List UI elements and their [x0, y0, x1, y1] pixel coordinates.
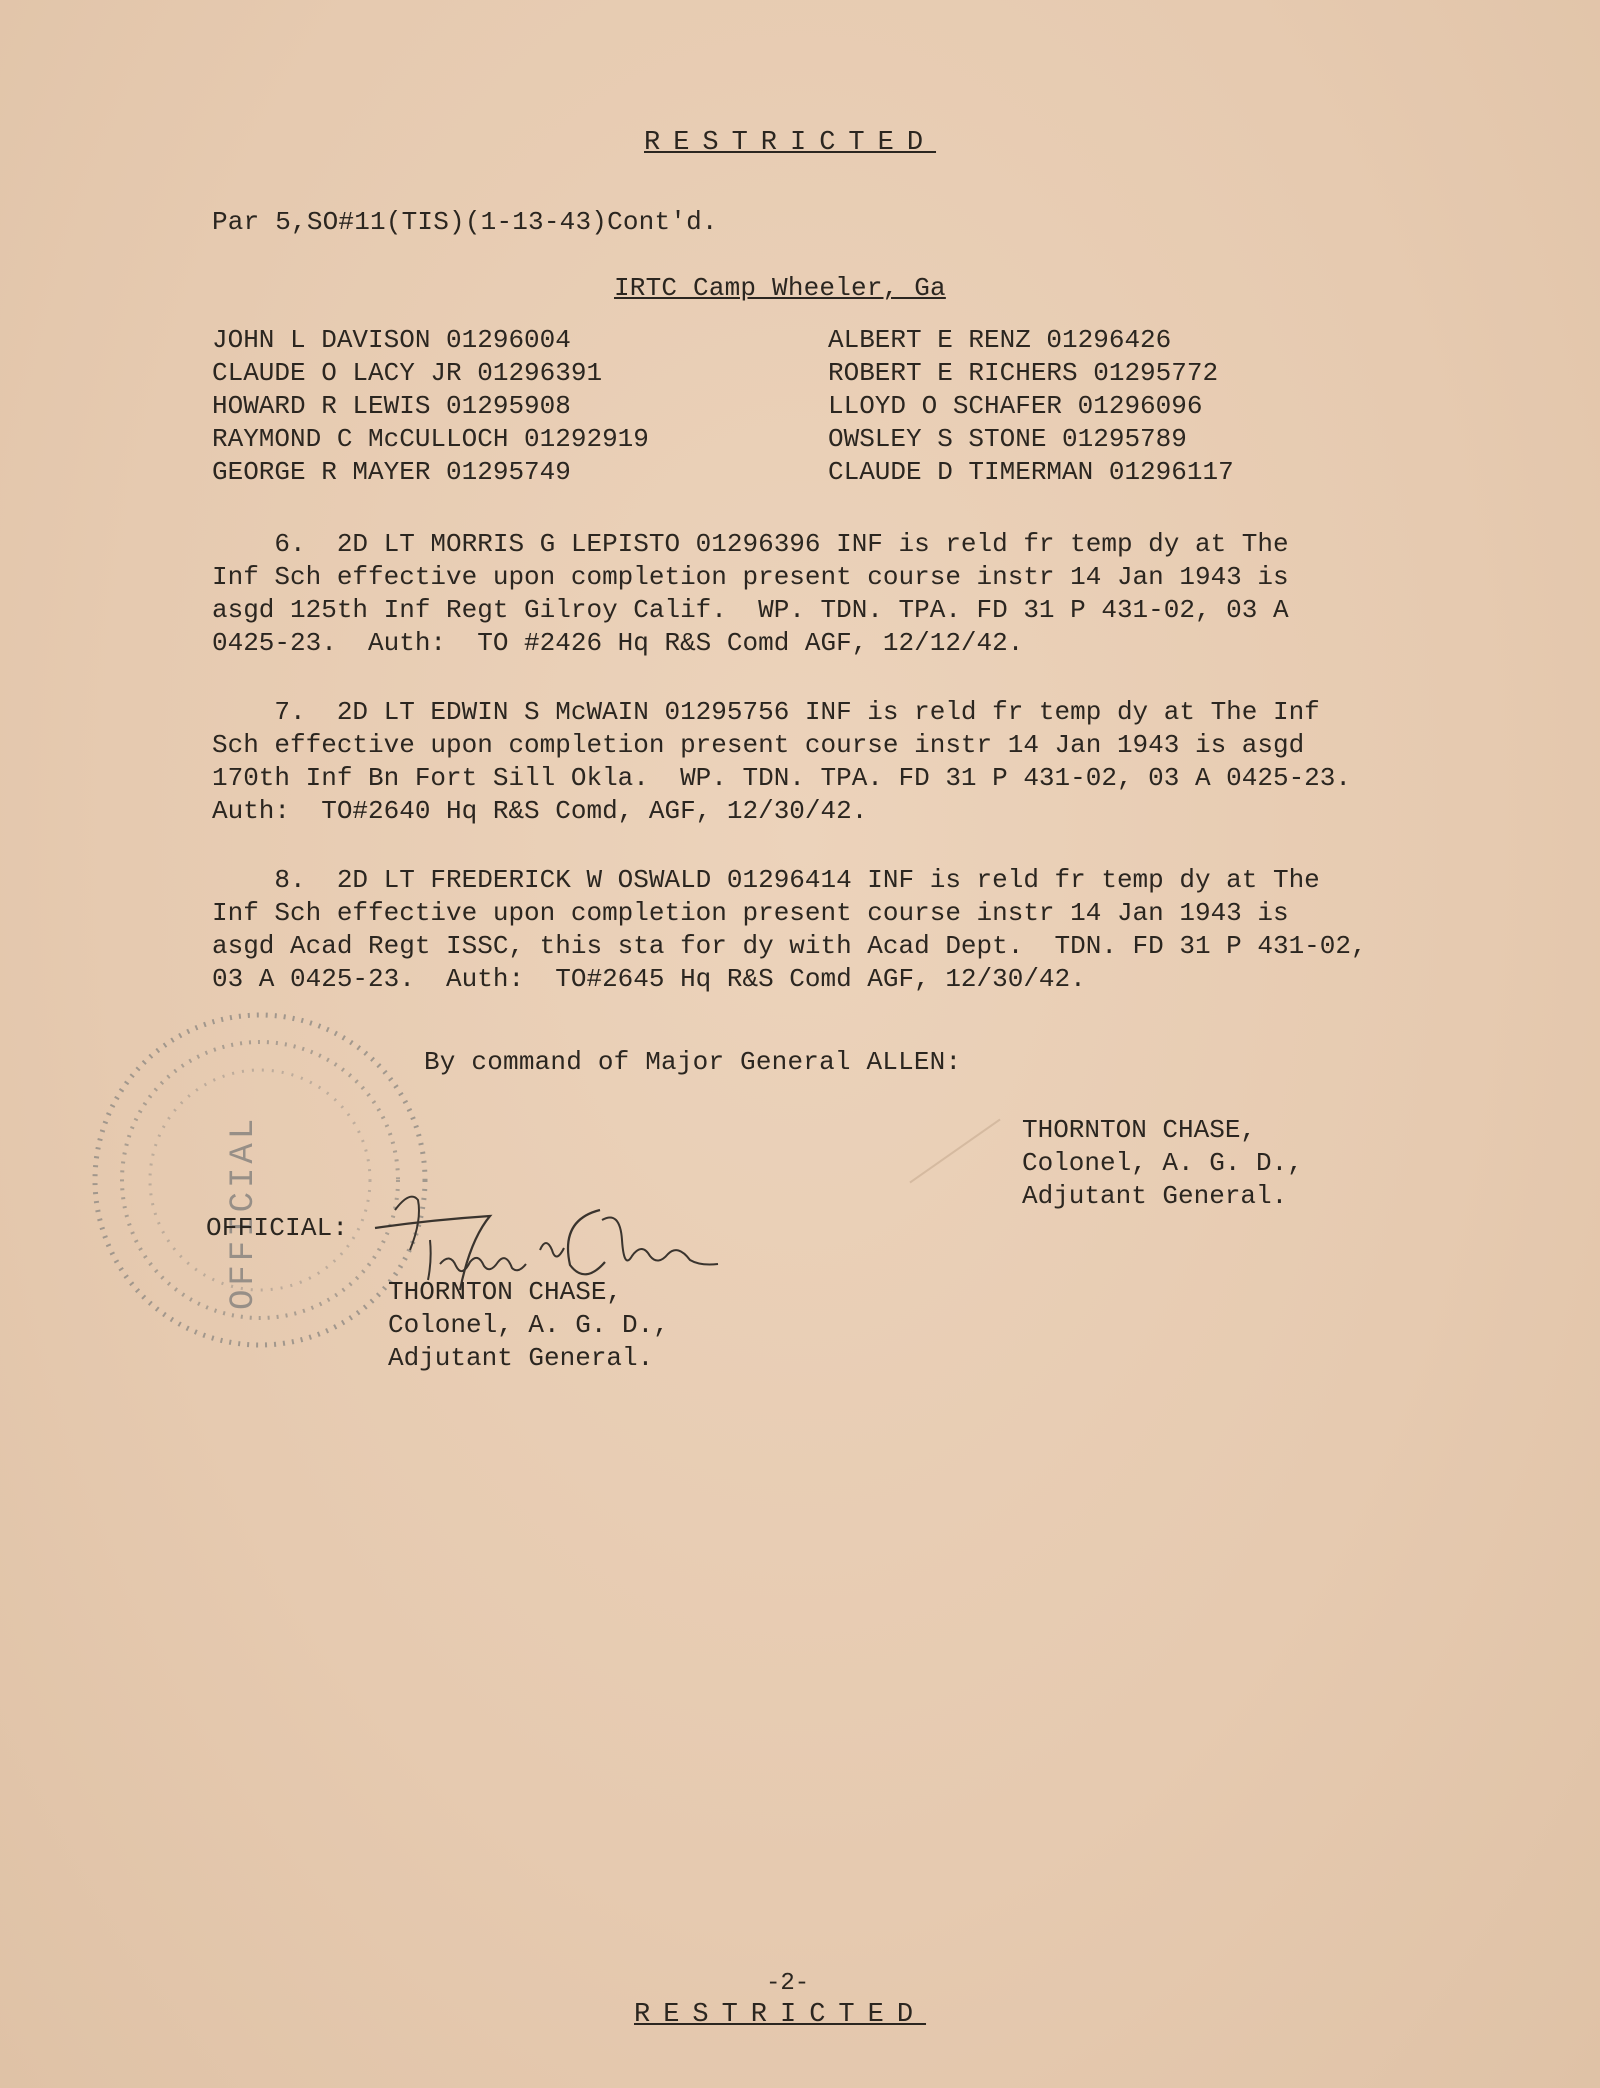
paragraph-line: 03 A 0425-23. Auth: TO#2645 Hq R&S Comd AGF, 12/30/42. [212, 964, 1086, 994]
paragraph-line: Sch effective upon completion present course instr 14 Jan 1943 is asgd [212, 730, 1305, 760]
signature-rank: Colonel, A. G. D., [1022, 1148, 1303, 1178]
paragraph-line: Auth: TO#2640 Hq R&S Comd, AGF, 12/30/42. [212, 796, 868, 826]
roster-entry: RAYMOND C McCULLOCH 01292919 [212, 424, 649, 454]
signature-block-official [388, 1276, 669, 1375]
roster-entry: OWSLEY S STONE 01295789 [828, 424, 1187, 454]
roster-left-column [212, 324, 649, 489]
paragraph-line: 6. 2D LT MORRIS G LEPISTO 01296396 INF is reld fr temp dy at The [212, 529, 1289, 559]
signature-name: THORNTON CHASE, [1022, 1115, 1257, 1145]
roster-entry: JOHN L DAVISON 01296004 [212, 325, 571, 355]
roster-entry: ALBERT E RENZ 01296426 [828, 325, 1172, 355]
reference-line: Par 5,SO#11(TIS)(1-13-43)Cont'd. [212, 207, 718, 237]
roster-right-column [828, 324, 1234, 489]
roster-entry: ROBERT E RICHERS 01295772 [828, 358, 1219, 388]
header-classification: RESTRICTED [644, 128, 937, 158]
paragraph-line: Inf Sch effective upon completion present course instr 14 Jan 1943 is [212, 562, 1289, 592]
paragraph-7 [212, 696, 1442, 828]
roster-entry: CLAUDE O LACY JR 01296391 [212, 358, 603, 388]
stamp-text: OFFICIAL [225, 1114, 263, 1310]
paragraph-line: 170th Inf Bn Fort Sill Okla. WP. TDN. TPA. FD 31 P 431-02, 03 A 0425-23. [212, 763, 1351, 793]
signature-name: THORNTON CHASE, [388, 1277, 623, 1307]
footer-classification: RESTRICTED [634, 2000, 927, 2030]
paragraph-line: Inf Sch effective upon completion present course instr 14 Jan 1943 is [212, 898, 1289, 928]
paper-crease [909, 1119, 1000, 1184]
paragraph-line: asgd 125th Inf Regt Gilroy Calif. WP. TDN. TPA. FD 31 P 431-02, 03 A [212, 595, 1289, 625]
page-number: -2- [766, 1970, 810, 1997]
paragraph-line: 7. 2D LT EDWIN S McWAIN 01295756 INF is reld fr temp dy at The Inf [212, 697, 1320, 727]
roster-entry: GEORGE R MAYER 01295749 [212, 457, 571, 487]
by-command-line: By command of Major General ALLEN: [424, 1047, 962, 1077]
signature-block-right [1022, 1114, 1303, 1213]
paragraph-8 [212, 864, 1442, 996]
signature-title: Adjutant General. [388, 1343, 654, 1373]
location-heading: IRTC Camp Wheeler, Ga [614, 273, 946, 303]
signature-rank: Colonel, A. G. D., [388, 1310, 669, 1340]
paragraph-line: 8. 2D LT FREDERICK W OSWALD 01296414 INF is reld fr temp dy at The [212, 865, 1320, 895]
signature-title: Adjutant General. [1022, 1181, 1288, 1211]
official-label: OFFICIAL: [206, 1213, 349, 1243]
paragraph-line: asgd Acad Regt ISSC, this sta for dy with Acad Dept. TDN. FD 31 P 431-02, [212, 931, 1367, 961]
roster-entry: HOWARD R LEWIS 01295908 [212, 391, 571, 421]
paragraph-line: 0425-23. Auth: TO #2426 Hq R&S Comd AGF, 12/12/42. [212, 628, 1024, 658]
paragraph-6 [212, 528, 1442, 660]
roster-entry: CLAUDE D TIMERMAN 01296117 [828, 457, 1234, 487]
roster-entry: LLOYD O SCHAFER 01296096 [828, 391, 1203, 421]
